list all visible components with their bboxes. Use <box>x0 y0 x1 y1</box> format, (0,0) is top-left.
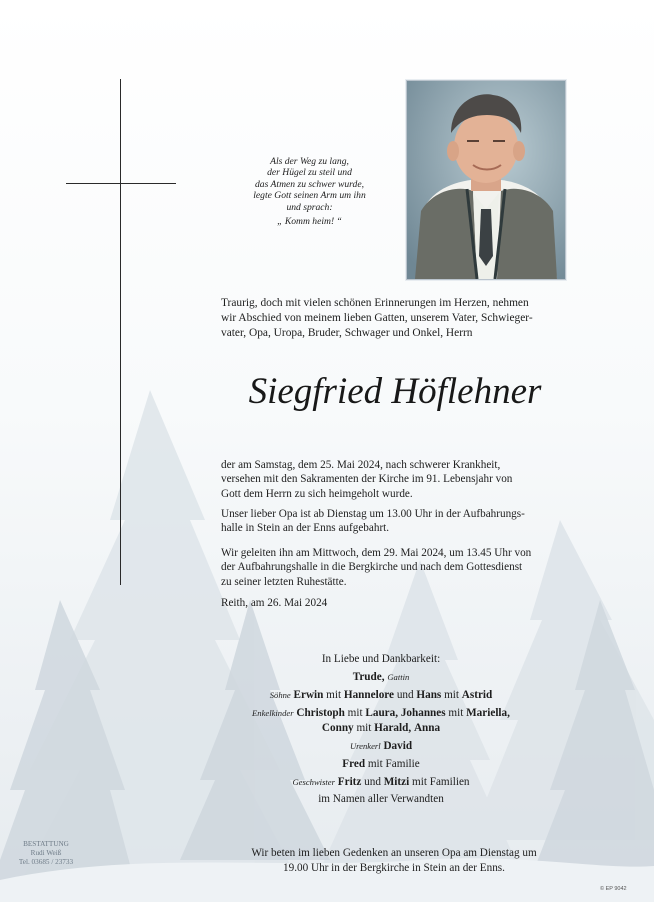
place-date: Reith, am 26. Mai 2024 <box>221 597 328 609</box>
mourner-row-sons <box>226 688 536 703</box>
intro-line: wir Abschied von meinem lieben Gatten, unserem Vater, Schwieger- <box>221 312 533 325</box>
closing-line: 19.00 Uhr in der Bergkirche in Stein an der Enns. <box>283 861 505 874</box>
connector: und <box>396 688 414 701</box>
mourner-name: Mitzi <box>383 775 410 788</box>
undertaker-line: BESTATTUNG <box>23 840 69 848</box>
paragraph-line: halle in Stein an der Enns aufgebahrt. <box>221 522 390 535</box>
paragraph-line: versehen mit den Sakramenten der Kirche im 91. Lebensjahr von <box>221 473 513 486</box>
paragraph-line: zu seiner letzten Ruhestätte. <box>221 575 347 588</box>
mourners-list <box>226 652 536 810</box>
deceased-name: Siegfried Höflehner <box>248 371 542 412</box>
poem-line: das Atmen zu schwer wurde, <box>255 178 364 190</box>
intro-line: Traurig, doch mit vielen schönen Erinnerungen im Herzen, nehmen <box>221 297 529 309</box>
connector: und <box>364 775 381 788</box>
mourner-name: Fred <box>342 757 366 770</box>
relation-label: Gattin <box>387 671 410 682</box>
viewing-paragraph <box>221 507 573 536</box>
poem <box>222 156 397 227</box>
mourner-name: Christoph <box>296 706 345 719</box>
mourner-name: Laura, <box>365 706 399 719</box>
mourner-row-all-relatives: im Namen aller Verwandten <box>318 793 444 806</box>
connector: mit <box>448 706 464 719</box>
paragraph-line: der Aufbahrungshalle in die Bergkirche und nach dem Gottesdienst <box>221 561 523 574</box>
connector: mit <box>356 721 372 734</box>
mourner-name: Hans <box>416 688 442 701</box>
intro-text <box>221 296 571 342</box>
relation-label: Geschwister <box>292 776 335 787</box>
mourners-heading: In Liebe und Dankbarkeit: <box>321 653 441 665</box>
mourner-name: Mariella, <box>466 706 510 719</box>
undertaker-line: Tel. 03685 / 23733 <box>18 857 74 866</box>
mourner-row-spouse <box>226 670 536 685</box>
relation-label: Söhne <box>269 689 291 700</box>
connector: mit <box>326 688 342 701</box>
cross-vertical-bar <box>120 79 121 585</box>
undertaker-imprint <box>6 840 86 866</box>
mourner-name: Harald, <box>374 721 412 734</box>
mourner-row-great-grandchild <box>226 739 536 754</box>
mourner-name: Conny <box>321 721 354 734</box>
mourner-name: Erwin <box>293 688 324 701</box>
poem-line: und sprach: <box>286 201 333 213</box>
mourner-row-grandchildren-cont <box>226 721 536 736</box>
mourner-name: Anna <box>413 721 441 734</box>
mourner-name: Hannelore <box>343 688 395 701</box>
closing-line: Wir beten im lieben Gedenken an unseren Opa am Dienstag um <box>251 847 537 859</box>
mourner-row-grandchildren <box>226 706 536 721</box>
mourner-row-fred <box>226 757 536 772</box>
poem-line: legte Gott seinen Arm um ihn <box>253 190 366 202</box>
intro-line: vater, Opa, Uropa, Bruder, Schwager und Onkel, Herrn <box>221 327 473 340</box>
paragraph-line: Wir geleiten ihn am Mittwoch, dem 29. Mai 2024, um 13.45 Uhr von <box>221 547 532 559</box>
mourner-name: Fritz <box>337 775 362 788</box>
funeral-paragraph <box>221 546 573 589</box>
mourner-name: David <box>383 739 413 752</box>
copyright-mark: © EP 9042 <box>600 886 627 892</box>
paragraph-line: der am Samstag, dem 25. Mai 2024, nach schwerer Krankheit, <box>221 459 501 471</box>
mourner-name: Astrid <box>461 688 493 701</box>
relation-label: Urenkerl <box>349 740 381 751</box>
connector: mit <box>347 706 363 719</box>
connector: mit Familien <box>412 775 470 788</box>
paragraph-line: Unser lieber Opa ist ab Dienstag um 13.00 Uhr in der Aufbahrungs- <box>221 508 525 520</box>
mourner-name: Trude, <box>352 670 385 683</box>
cross-horizontal-bar <box>66 183 176 184</box>
portrait-photo <box>406 80 566 280</box>
mourner-name: Johannes <box>400 706 446 719</box>
poem-line: der Hügel zu steil und <box>267 167 352 179</box>
poem-line: Als der Weg zu lang, <box>270 156 349 167</box>
poem-line: „ Komm heim! “ <box>277 216 342 228</box>
mourner-row-siblings <box>226 775 536 790</box>
connector: mit Familie <box>367 757 420 770</box>
relation-label: Enkelkinder <box>252 707 294 718</box>
death-notice-paragraph <box>221 458 573 501</box>
paragraph-line: Gott dem Herrn zu sich heimgeholt wurde. <box>221 487 413 500</box>
prayer-notice <box>214 846 574 876</box>
connector: mit <box>444 688 459 701</box>
undertaker-line: Rudi Weiß <box>30 848 62 857</box>
